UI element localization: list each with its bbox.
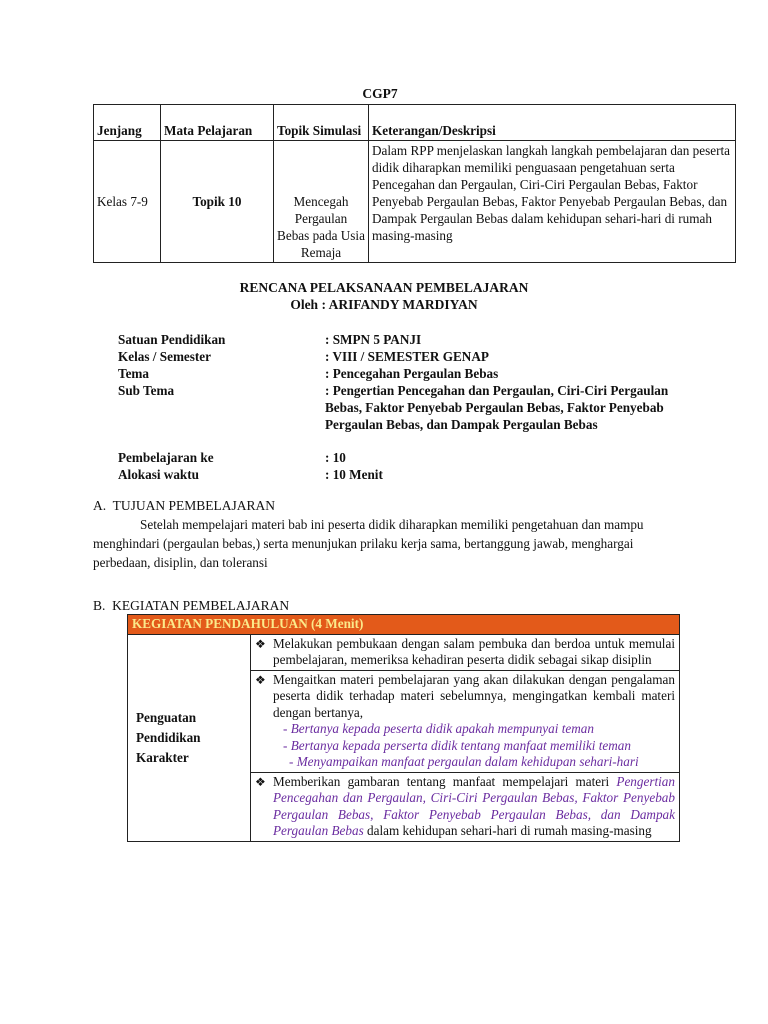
character-label-line: Pendidikan bbox=[136, 729, 201, 745]
identity-label: Pembelajaran ke bbox=[118, 450, 214, 465]
col-header-topik: Topik Simulasi bbox=[274, 105, 369, 141]
cell-topik: Mencegah Pergaulan Bebas pada Usia Remaja bbox=[274, 141, 369, 263]
character-label-line: Penguatan bbox=[136, 709, 197, 725]
identity-value: : Pencegahan Pergaulan Bebas bbox=[325, 366, 499, 381]
identity-value: : 10 Menit bbox=[325, 467, 383, 482]
doc-author: Oleh : ARIFANDY MARDIYAN bbox=[290, 297, 478, 312]
activity-text-highlight: Pengertian Pencegahan dan Pergaulan, Ciri-Ciri Pergaulan Bebas, Faktor Penyebab Pergaulan Bebas, Faktor Penyebab Pergaulan Bebas, dan Dampak Pergaulan Bebas bbox=[273, 773, 675, 838]
identity-value: : VIII / SEMESTER GENAP bbox=[325, 349, 489, 364]
identity-label: Satuan Pendidikan bbox=[118, 332, 226, 347]
character-label bbox=[128, 634, 251, 841]
section-b-heading: B. KEGIATAN PEMBELAJARAN bbox=[93, 598, 290, 613]
activity-item bbox=[251, 670, 680, 772]
activity-text-plain: Memberikan gambaran tentang manfaat mempelajari materi bbox=[273, 773, 617, 789]
activity-text-plain: dalam kehidupan sehari-hari di rumah masing-masing bbox=[363, 823, 652, 838]
section-a-body: Setelah mempelajari materi bab ini peserta didik diharapkan memiliki pengetahuan dan mampu menghindari (pergaulan bebas,) serta menunjukan prilaku kerja sama, bertanggung jawab, menghargai perbedaan, disiplin, dan toleransi bbox=[93, 517, 644, 570]
cell-jenjang: Kelas 7-9 bbox=[94, 141, 161, 263]
activity-subitem: - Bertanya kepada perserta didik tentang manfaat memiliki teman bbox=[283, 737, 631, 753]
col-header-deskripsi: Keterangan/Deskripsi bbox=[369, 105, 736, 141]
col-header-jenjang: Jenjang bbox=[94, 105, 161, 141]
activity-item-text: Melakukan pembukaan dengan salam pembuka dan berdoa untuk memulai pembelajaran, memeriksa kehadiran peserta didik sebagai sikap disiplin bbox=[273, 635, 675, 667]
doc-code: CGP7 bbox=[362, 86, 398, 101]
section-a-heading: A. TUJUAN PEMBELAJARAN bbox=[93, 498, 276, 513]
activity-subitem: - Bertanya kepada peserta didik apakah mempunyai teman bbox=[283, 721, 594, 736]
cell-mapel: Topik 10 bbox=[161, 141, 274, 263]
cell-deskripsi: Dalam RPP menjelaskan langkah langkah pembelajaran dan peserta didik diharapkan memiliki penguasaan pengetahuan serta Pencegahan dan Pergaulan, Ciri-Ciri Pergaulan Bebas, Faktor Penyebab Pergaulan Bebas, Faktor Penyebab Pergaulan Bebas, dan Dampak Pergaulan Bebas dalam kehidupan sehari-hari di rumah masing-masing bbox=[369, 141, 736, 263]
identity-value: : Pengertian Pencegahan dan Pergaulan, Ciri-Ciri Pergaulan Bebas, Faktor Penyebab Pergaulan Bebas, Faktor Penyebab Pergaulan Bebas, dan Dampak Pergaulan Bebas bbox=[325, 383, 669, 432]
identity-value: : SMPN 5 PANJI bbox=[325, 332, 422, 347]
meta-table bbox=[93, 104, 736, 263]
doc-title: RENCANA PELAKSANAAN PEMBELAJARAN bbox=[239, 280, 529, 295]
identity-label: Sub Tema bbox=[118, 383, 175, 398]
diamond-bullet-icon: ❖ bbox=[255, 672, 266, 687]
identity-label: Kelas / Semester bbox=[118, 349, 212, 364]
diamond-bullet-icon: ❖ bbox=[255, 636, 266, 651]
diamond-bullet-icon: ❖ bbox=[255, 774, 266, 789]
identity-value: : 10 bbox=[325, 450, 346, 465]
activity-table bbox=[127, 614, 680, 842]
identity-label: Tema bbox=[118, 366, 150, 381]
identity-label: Alokasi waktu bbox=[118, 467, 199, 482]
activity-item bbox=[251, 634, 680, 670]
activity-subitem: - Menyampaikan manfaat pergaulan dalam kehidupan sehari-hari bbox=[289, 754, 639, 769]
activity-item-text: Mengaitkan materi pembelajaran yang akan dilakukan dengan pengalaman peserta didik terhadap materi sebelumnya, mengingatkan kembali materi dengan bertanya, bbox=[273, 671, 675, 720]
activity-table-head: KEGIATAN PENDAHULUAN (4 Menit) bbox=[128, 615, 680, 635]
activity-item-text bbox=[273, 774, 675, 840]
col-header-mapel: Mata Pelajaran bbox=[161, 105, 274, 141]
activity-item bbox=[251, 772, 680, 841]
character-label-line: Karakter bbox=[136, 749, 189, 765]
